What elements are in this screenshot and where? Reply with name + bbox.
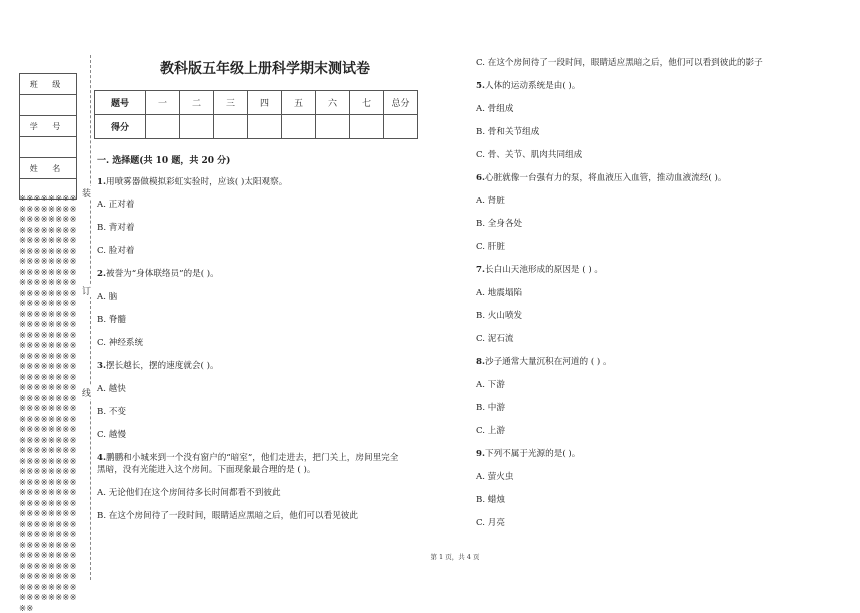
binding-char-xian: 线 [82,386,91,399]
question-2 [97,267,219,279]
score-header-cell: 七 [350,91,384,115]
option[interactable]: A. 萤火虫 [476,472,514,482]
option[interactable]: B. 不变 [97,407,126,417]
option[interactable]: A. 越快 [97,384,126,394]
option[interactable]: C. 骨、关节、肌肉共同组成 [476,150,583,160]
class-field[interactable] [20,95,77,116]
option[interactable]: B. 火山喷发 [476,311,523,321]
option[interactable]: A. 骨组成 [476,104,514,114]
question-number: 3. [97,361,106,371]
question-1 [97,175,287,187]
option[interactable]: B. 中游 [476,403,505,413]
score-cell[interactable] [316,115,350,139]
question-7 [476,263,603,275]
page-title: 教科版五年级上册科学期末测试卷 [160,61,370,77]
question-text: 用喷雾器做模拟彩虹实验时，应该( )太阳观察。 [105,177,288,187]
question-number: 5. [476,81,485,91]
option[interactable]: B. 全身各处 [476,219,523,229]
score-cell[interactable] [214,115,248,139]
score-header-cell: 题号 [95,91,146,115]
question-number: 2. [97,269,106,279]
option[interactable]: C. 神经系统 [97,338,144,348]
question-4 [97,451,398,463]
question-text: 心脏就像一台强有力的泵，将血液压入血管，推动血液流经( )。 [484,173,727,183]
student-number-field[interactable] [20,137,77,158]
question-text: 沙子通常大量沉积在河道的 ( ) 。 [484,357,612,367]
option[interactable]: A. 无论他们在这个房间待多长时间都看不到彼此 [97,488,281,498]
score-row-label: 得分 [95,115,146,139]
score-cell[interactable] [350,115,384,139]
option[interactable]: A. 下游 [476,380,505,390]
option[interactable]: C. 上游 [476,426,505,436]
question-text: 下列不属于光源的是( )。 [484,449,581,459]
option[interactable]: B. 蜡烛 [476,495,505,505]
question-number: 9. [476,449,485,459]
page-footer: 第 1 页，共 4 页 [430,553,480,561]
score-header-cell: 六 [316,91,350,115]
question-5 [476,79,580,91]
seal-pattern: ※※※※※※※※※※※※※※※※※※※※※※※※※※※※※※※※※※※※※※※※※※※※※※※※※※※※※※※※※※※※※※※※※※※※※※※※※※※※※※※※※※※※※※※※※※※※※※※※※※※※※※※※※※※※※※※※※※※※※※※※※※※※※※※※※※※※※※※※※※※※※※※※※※※※※※※※※※※※※※※※※※※※※※※※※※※※※※※※※※※※※※※※※※※※※※※※※※※※※※※※※※※※※※※※※※※※※※※※※※※※※※※※※※※※※※※※※※※※※※※※※※※※※※※※※※※※※※※※※※※※※※※※※※※※※※※※※※※※※※※※※※※※※※※※※※※※※※※※※※※※※※※※※※※※※※※※※※ [19,193,77,613]
option[interactable]: A. 正对着 [97,200,135,210]
binding-char-zhuang: 装 [82,186,91,199]
question-3 [97,359,219,371]
score-cell[interactable] [146,115,180,139]
score-header-cell: 三 [214,91,248,115]
option[interactable]: A. 地震塌陷 [476,288,523,298]
question-number: 1. [97,177,106,187]
student-info-table [19,73,77,200]
option[interactable]: C. 脸对着 [97,246,135,256]
score-header-cell: 四 [248,91,282,115]
option[interactable]: C. 肝脏 [476,242,505,252]
student-number-label: 学 号 [20,116,77,137]
question-number: 6. [476,173,485,183]
score-cell[interactable] [384,115,418,139]
section-heading: 一. 选择题(共 10 题，共 20 分) [97,156,231,166]
question-text-continued: 黑暗，没有光能进入这个房间。下面现象最合理的是 ( )。 [97,465,316,475]
question-8 [476,355,612,367]
name-label: 姓 名 [20,158,77,179]
question-6 [476,171,726,183]
score-cell[interactable] [282,115,316,139]
option[interactable]: B. 脊髓 [97,315,126,325]
score-header-cell: 一 [146,91,180,115]
question-number: 8. [476,357,485,367]
option[interactable]: C. 泥石流 [476,334,514,344]
question-number: 4. [97,453,106,463]
score-header-cell: 总分 [384,91,418,115]
score-header-cell: 五 [282,91,316,115]
score-cell[interactable] [180,115,214,139]
option[interactable]: A. 脑 [97,292,118,302]
option[interactable]: B. 在这个房间待了一段时间，眼睛适应黑暗之后，他们可以看见彼此 [97,511,358,521]
option[interactable]: C. 月亮 [476,518,505,528]
question-9 [476,447,580,459]
score-cell[interactable] [248,115,282,139]
question-text: 被誉为“身体联络员”的是( )。 [105,269,219,279]
question-text: 鹏鹏和小城来到一个没有窗户的“暗室”，他们走进去，把门关上，房间里完全 [105,453,399,463]
option[interactable]: B. 背对着 [97,223,135,233]
question-text: 长白山天池形成的原因是 ( ) 。 [484,265,604,275]
option[interactable]: A. 肾脏 [476,196,505,206]
score-header-cell: 二 [180,91,214,115]
class-label: 班 级 [20,74,77,95]
option[interactable]: C. 在这个房间待了一段时间，眼睛适应黑暗之后，他们可以看到彼此的影子 [476,58,763,68]
question-text: 人体的运动系统是由( )。 [484,81,581,91]
binding-char-ding: 订 [82,284,91,297]
option[interactable]: C. 越慢 [97,430,126,440]
question-text: 摆长越长，摆的速度就会( )。 [105,361,219,371]
question-number: 7. [476,265,485,275]
binding-line [90,55,91,580]
score-table [94,90,418,139]
option[interactable]: B. 骨和关节组成 [476,127,540,137]
